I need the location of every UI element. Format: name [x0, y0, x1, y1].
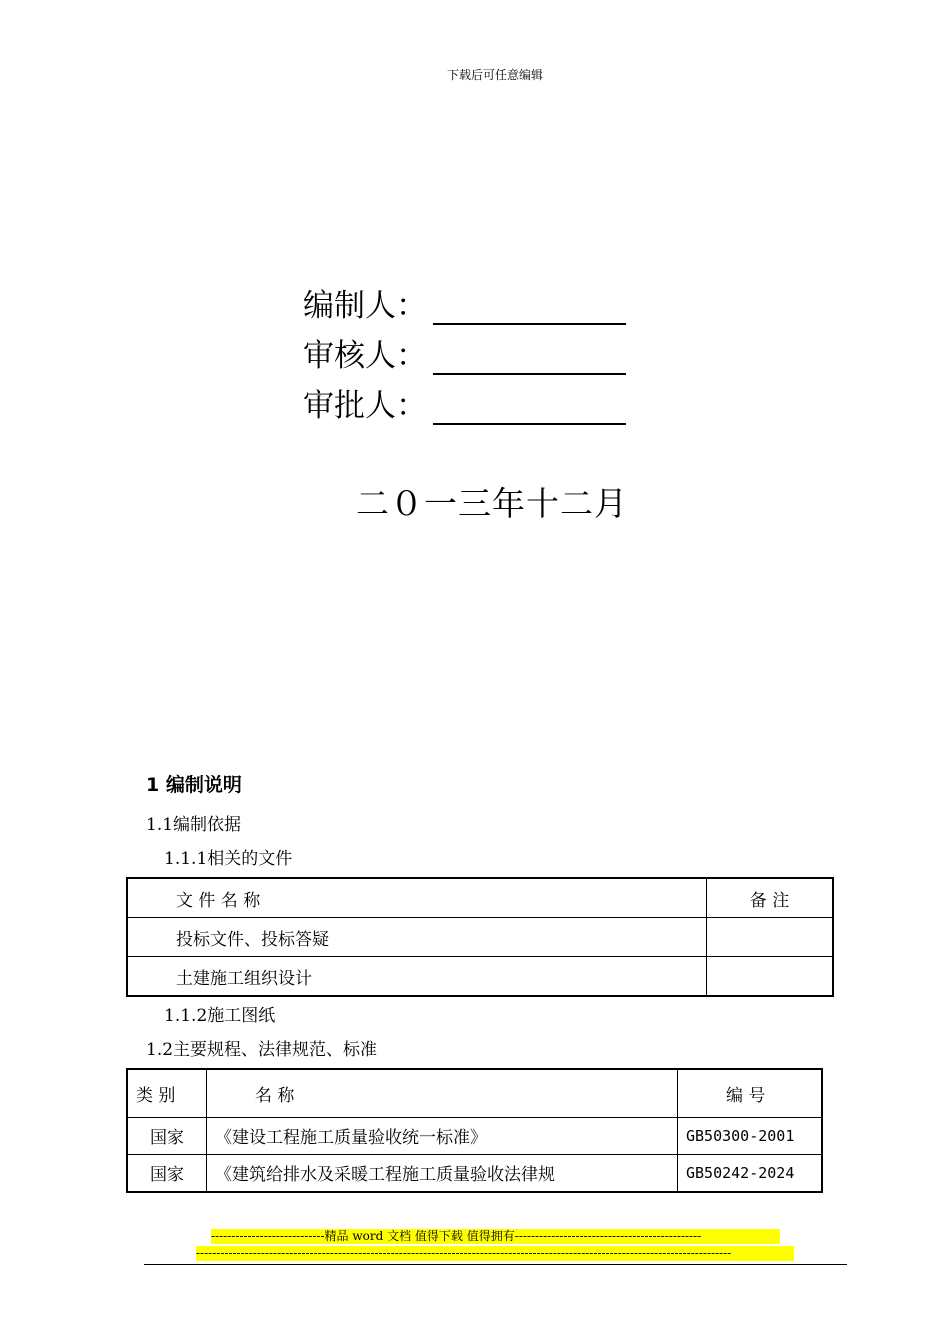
signature-label: 编制人：	[303, 288, 427, 324]
table-row	[127, 957, 833, 997]
table-cell: 投标文件、投标答疑	[127, 918, 707, 957]
table-cell: GB50300-2001	[678, 1117, 823, 1154]
table-row	[127, 918, 833, 957]
signature-blank-line	[433, 393, 626, 425]
footer-banner: ----------------------------精品 word 文档 值得下载 值得拥有----------------------------------------------	[211, 1229, 780, 1244]
subsubsection-heading: 1.1.2施工图纸	[164, 1006, 276, 1026]
signature-label: 审批人：	[303, 388, 427, 424]
table-cell	[707, 918, 834, 957]
document-date: 二０一三年十二月	[356, 484, 628, 523]
table-cell: 《建设工程施工质量验收统一标准》	[207, 1117, 678, 1154]
table-header-cell: 文 件 名 称	[127, 878, 707, 918]
subsection-heading: 1.1编制依据	[146, 815, 242, 835]
table-header-row	[127, 878, 833, 918]
footer-divider	[144, 1264, 847, 1265]
related-documents-table	[126, 877, 834, 997]
subsubsection-heading: 1.1.1相关的文件	[164, 849, 293, 869]
table-cell: 土建施工组织设计	[127, 957, 707, 997]
table-header-cell: 备 注	[707, 878, 834, 918]
table-row	[127, 1117, 822, 1154]
table-header-cell: 类 别	[127, 1069, 207, 1117]
signature-label: 审核人：	[303, 338, 427, 374]
table-cell	[707, 957, 834, 997]
signature-blank-line	[433, 343, 626, 375]
table-cell: 国家	[127, 1117, 207, 1154]
signature-row-approver	[303, 380, 626, 425]
signature-row-compiler	[303, 280, 626, 325]
standards-table	[126, 1068, 823, 1193]
header-note: 下载后可任意编辑	[446, 68, 543, 82]
section-heading: 1 编制说明	[146, 774, 242, 796]
table-header-row	[127, 1069, 822, 1117]
table-header-cell: 名 称	[207, 1069, 678, 1117]
signature-blank-line	[433, 293, 626, 325]
table-cell: GB50242-2024	[678, 1154, 823, 1192]
table-row	[127, 1154, 822, 1192]
subsection-heading: 1.2主要规程、法律规范、标准	[146, 1040, 378, 1060]
table-cell: 《建筑给排水及采暖工程施工质量验收法律规	[207, 1154, 678, 1192]
signature-row-reviewer	[303, 330, 626, 375]
footer-banner-dashes: ------------------------------------------------------------------------------------------------------------------------------------	[196, 1246, 794, 1261]
table-cell: 国家	[127, 1154, 207, 1192]
table-header-cell: 编 号	[678, 1069, 823, 1117]
